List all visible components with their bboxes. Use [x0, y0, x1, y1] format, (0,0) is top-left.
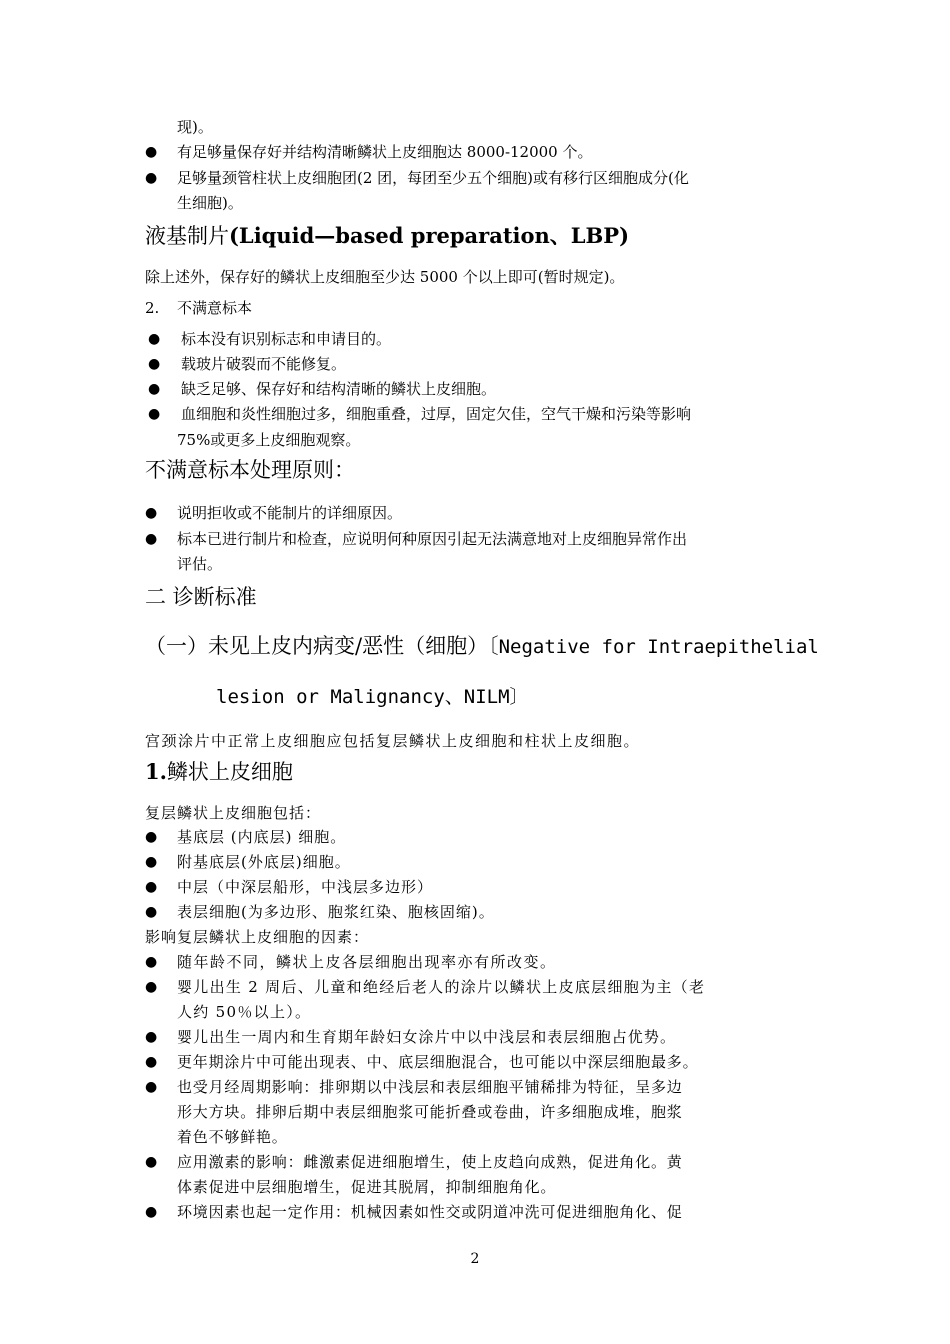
- bullet-icon: ●: [145, 1054, 158, 1070]
- list-item: 标本已进行制片和检查，应说明何种原因引起无法满意地对上皮细胞异常作出: [177, 530, 688, 548]
- list-item: 环境因素也起一定作用：机械因素如性交或阴道冲洗可促进细胞角化、促: [177, 1203, 683, 1221]
- subsection-heading-nilm-cont: lesion or Malignancy、NILM〕: [216, 686, 529, 708]
- list-item: 缺乏足够、保存好和结构清晰的鳞状上皮细胞。: [181, 380, 497, 398]
- subsection-title: 不满意标本: [177, 299, 253, 317]
- section-heading-diagnosis: 二 诊断标准: [145, 585, 257, 609]
- list-item-cont: 体素促进中层细胞增生，促进其脱屑，抑制细胞角化。: [177, 1178, 557, 1196]
- list-item: 足够量颈管柱状上皮细胞团(2 团，每团至少五个细胞)或有移行区细胞成分(化: [177, 169, 689, 187]
- subsection-heading-nilm: [145, 632, 819, 661]
- heading-cn: 液基制片: [145, 224, 229, 248]
- list-item-cont: 形大方块。排卵后期中表层细胞浆可能折叠或卷曲，许多细胞成堆，胞浆: [177, 1103, 683, 1121]
- section-heading-principle: 不满意标本处理原则：: [145, 458, 355, 482]
- list-item-cont: 75%或更多上皮细胞观察。: [177, 431, 361, 449]
- bullet-icon: ●: [148, 356, 161, 372]
- bullet-icon: ●: [145, 1154, 158, 1170]
- text-line: 现)。: [177, 118, 213, 136]
- bullet-icon: ●: [145, 170, 158, 186]
- bullet-icon: ●: [145, 954, 158, 970]
- heading-en: (Liquid—based preparation、LBP): [229, 223, 630, 248]
- section-heading-lbp: [145, 222, 629, 250]
- paragraph: 复层鳞状上皮细胞包括：: [145, 804, 322, 822]
- bullet-icon: ●: [145, 1029, 158, 1045]
- list-item: 载玻片破裂而不能修复。: [181, 355, 347, 373]
- list-item: 表层细胞(为多边形、胞浆红染、胞核固缩)。: [177, 903, 495, 921]
- list-item-cont: 人约 50％以上）。: [177, 1003, 312, 1021]
- list-item: 中层（中深层船形，中浅层多边形）: [177, 878, 434, 896]
- list-item: 有足够量保存好并结构清晰鳞状上皮细胞达 8000-12000 个。: [177, 143, 593, 161]
- list-item: 标本没有识别标志和申请目的。: [181, 330, 392, 348]
- bullet-icon: ●: [148, 331, 161, 347]
- list-item: 说明拒收或不能制片的详细原因。: [177, 504, 403, 522]
- nilm-cn: （一）未见上皮内病变/恶性（细胞）〔: [145, 634, 499, 658]
- bullet-icon: ●: [145, 829, 158, 845]
- subsection-heading-squamous: [145, 758, 293, 786]
- list-item: 应用激素的影响：雌激素促进细胞增生，使上皮趋向成熟，促进角化。黄: [177, 1153, 683, 1171]
- bullet-icon: ●: [145, 144, 158, 160]
- heading-num: 1.: [145, 759, 167, 784]
- bullet-icon: ●: [145, 505, 158, 521]
- list-item: 血细胞和炎性细胞过多，细胞重叠，过厚，固定欠佳，空气干燥和污染等影响: [181, 405, 692, 423]
- list-number: 2.: [145, 299, 160, 317]
- nilm-en: Negative for Intraepithelial: [498, 636, 819, 658]
- list-item: 附基底层(外底层)细胞。: [177, 853, 351, 871]
- bullet-icon: ●: [145, 531, 158, 547]
- list-item-cont: 生细胞)。: [177, 194, 243, 212]
- list-item: 基底层 (内底层) 细胞。: [177, 828, 347, 846]
- list-item: 婴儿出生 2 周后、儿童和绝经后老人的涂片以鳞状上皮底层细胞为主（老: [177, 978, 706, 996]
- page-number: 2: [470, 1251, 480, 1267]
- list-item: 随年龄不同，鳞状上皮各层细胞出现率亦有所改变。: [177, 953, 557, 971]
- bullet-icon: ●: [148, 406, 161, 422]
- heading-cn: 鳞状上皮细胞: [166, 760, 293, 784]
- paragraph: 除上述外，保存好的鳞状上皮细胞至少达 5000 个以上即可(暂时规定)。: [145, 268, 625, 286]
- list-item-cont: 评估。: [177, 555, 223, 573]
- list-item: 也受月经周期影响：排卵期以中浅层和表层细胞平铺稀排为特征，呈多边: [177, 1078, 683, 1096]
- bullet-icon: ●: [145, 979, 158, 995]
- bullet-icon: ●: [145, 1204, 158, 1220]
- list-item: 更年期涂片中可能出现表、中、底层细胞混合，也可能以中深层细胞最多。: [177, 1053, 699, 1071]
- list-item-cont: 着色不够鲜艳。: [177, 1128, 288, 1146]
- bullet-icon: ●: [145, 904, 158, 920]
- bullet-icon: ●: [145, 854, 158, 870]
- list-item: 婴儿出生一周内和生育期年龄妇女涂片中以中浅层和表层细胞占优势。: [177, 1028, 677, 1046]
- bullet-icon: ●: [145, 879, 158, 895]
- bullet-icon: ●: [145, 1079, 158, 1095]
- paragraph: 影响复层鳞状上皮细胞的因素：: [145, 928, 370, 946]
- bullet-icon: ●: [148, 381, 161, 397]
- paragraph: 宫颈涂片中正常上皮细胞应包括复层鳞状上皮细胞和柱状上皮细胞。: [145, 732, 641, 750]
